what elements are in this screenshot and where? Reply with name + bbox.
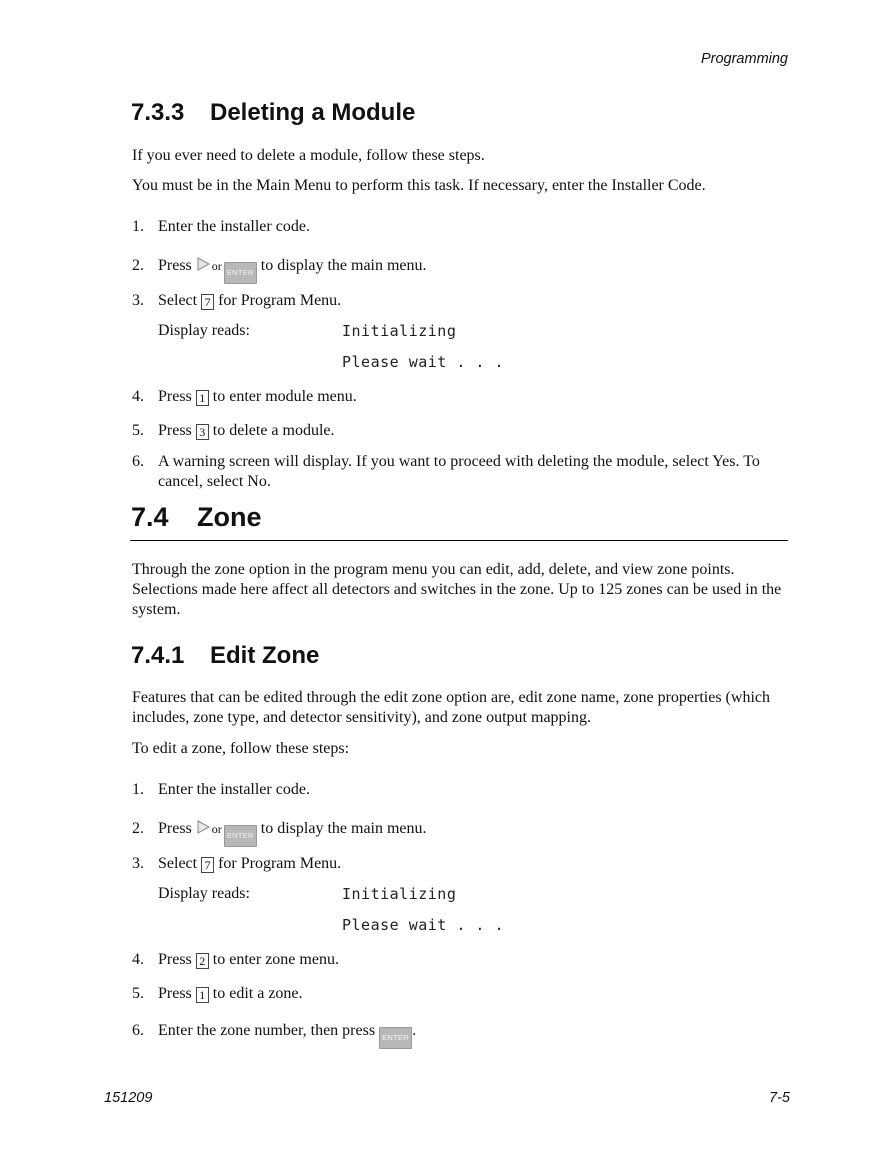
key-7-icon: 7 — [201, 857, 214, 873]
enter-key-icon: ENTER — [379, 1027, 412, 1049]
page-number: 7-5 — [769, 1090, 790, 1106]
paragraph: Features that can be edited through the edit zone option are, edit zone name, zone properties (which includes, zone type, and detector sensitivity), and zone output mapping. — [132, 689, 770, 726]
step-number: 2. — [132, 257, 144, 274]
step-number: 4. — [132, 388, 144, 405]
step-text: to delete a module. — [212, 422, 335, 439]
step-text: to display the main menu. — [260, 820, 427, 837]
or-text: or — [211, 259, 222, 273]
section-heading-7-3-3 — [131, 99, 415, 127]
step-text: A warning screen will display. If you want to proceed with deleting the module, select Yes. To cancel, select No. — [158, 453, 760, 490]
enter-key-icon: ENTER — [224, 262, 257, 284]
step-text: Press — [158, 257, 192, 274]
step-text: to display the main menu. — [260, 257, 427, 274]
step-text: Enter the installer code. — [158, 781, 310, 798]
step-text: Press — [158, 985, 192, 1002]
enter-key-icon: ENTER — [224, 825, 257, 847]
step-text: Select — [158, 855, 198, 872]
step-number: 3. — [132, 292, 144, 309]
step-number: 5. — [132, 985, 144, 1002]
display-line-1: Initializing — [342, 322, 457, 340]
or-text: or — [211, 822, 222, 836]
step-text: to enter module menu. — [212, 388, 357, 405]
step-text: Enter the installer code. — [158, 218, 310, 235]
list-item — [132, 452, 792, 492]
step-number: 3. — [132, 855, 144, 872]
display-line-2: Please wait . . . — [342, 916, 505, 934]
step-text: for Program Menu. — [218, 292, 342, 309]
step-text: Enter the zone number, then press — [158, 1022, 376, 1039]
display-line-1: Initializing — [342, 885, 457, 903]
section-heading-7-4 — [131, 502, 262, 533]
key-2-icon: 2 — [196, 953, 209, 969]
running-header: Programming — [700, 51, 788, 67]
step-number: 4. — [132, 951, 144, 968]
step-text: for Program Menu. — [218, 855, 342, 872]
step-text: . — [412, 1022, 417, 1039]
document-number: 151209 — [104, 1090, 153, 1106]
paragraph: You must be in the Main Menu to perform this task. If necessary, enter the Installer Code. — [132, 177, 706, 194]
step-text: Press — [158, 422, 192, 439]
step-text: Select — [158, 292, 198, 309]
step-text: Press — [158, 388, 192, 405]
step-text: to edit a zone. — [212, 985, 303, 1002]
step-number: 1. — [132, 781, 144, 798]
section-title: Zone — [197, 502, 262, 532]
display-label: Display reads: — [158, 885, 250, 902]
section-divider — [130, 540, 788, 541]
step-text: to enter zone menu. — [212, 951, 339, 968]
step-number: 6. — [132, 1022, 144, 1039]
paragraph: Through the zone option in the program menu you can edit, add, delete, and view zone points. Selections made here affect all detectors and switches in the zone. Up to 125 zones can be used in the system. — [132, 561, 782, 618]
paragraph: If you ever need to delete a module, follow these steps. — [132, 147, 485, 164]
key-7-icon: 7 — [201, 294, 214, 310]
section-number: 7.4 — [131, 502, 169, 532]
key-3-icon: 3 — [196, 424, 209, 440]
step-number: 2. — [132, 820, 144, 837]
paragraph: To edit a zone, follow these steps: — [132, 740, 350, 757]
section-number: 7.3.3 — [131, 99, 185, 126]
right-arrow-key-icon — [196, 820, 210, 834]
section-title: Deleting a Module — [210, 99, 416, 126]
section-heading-7-4-1 — [131, 642, 319, 670]
section-number: 7.4.1 — [131, 642, 185, 669]
step-number: 6. — [132, 453, 144, 470]
step-text: Press — [158, 820, 192, 837]
key-1-icon: 1 — [196, 987, 209, 1003]
step-number: 5. — [132, 422, 144, 439]
section-title: Edit Zone — [210, 642, 320, 669]
key-1-icon: 1 — [196, 390, 209, 406]
step-text: Press — [158, 951, 192, 968]
step-number: 1. — [132, 218, 144, 235]
display-line-2: Please wait . . . — [342, 353, 505, 371]
display-label: Display reads: — [158, 322, 250, 339]
right-arrow-key-icon — [196, 257, 210, 271]
